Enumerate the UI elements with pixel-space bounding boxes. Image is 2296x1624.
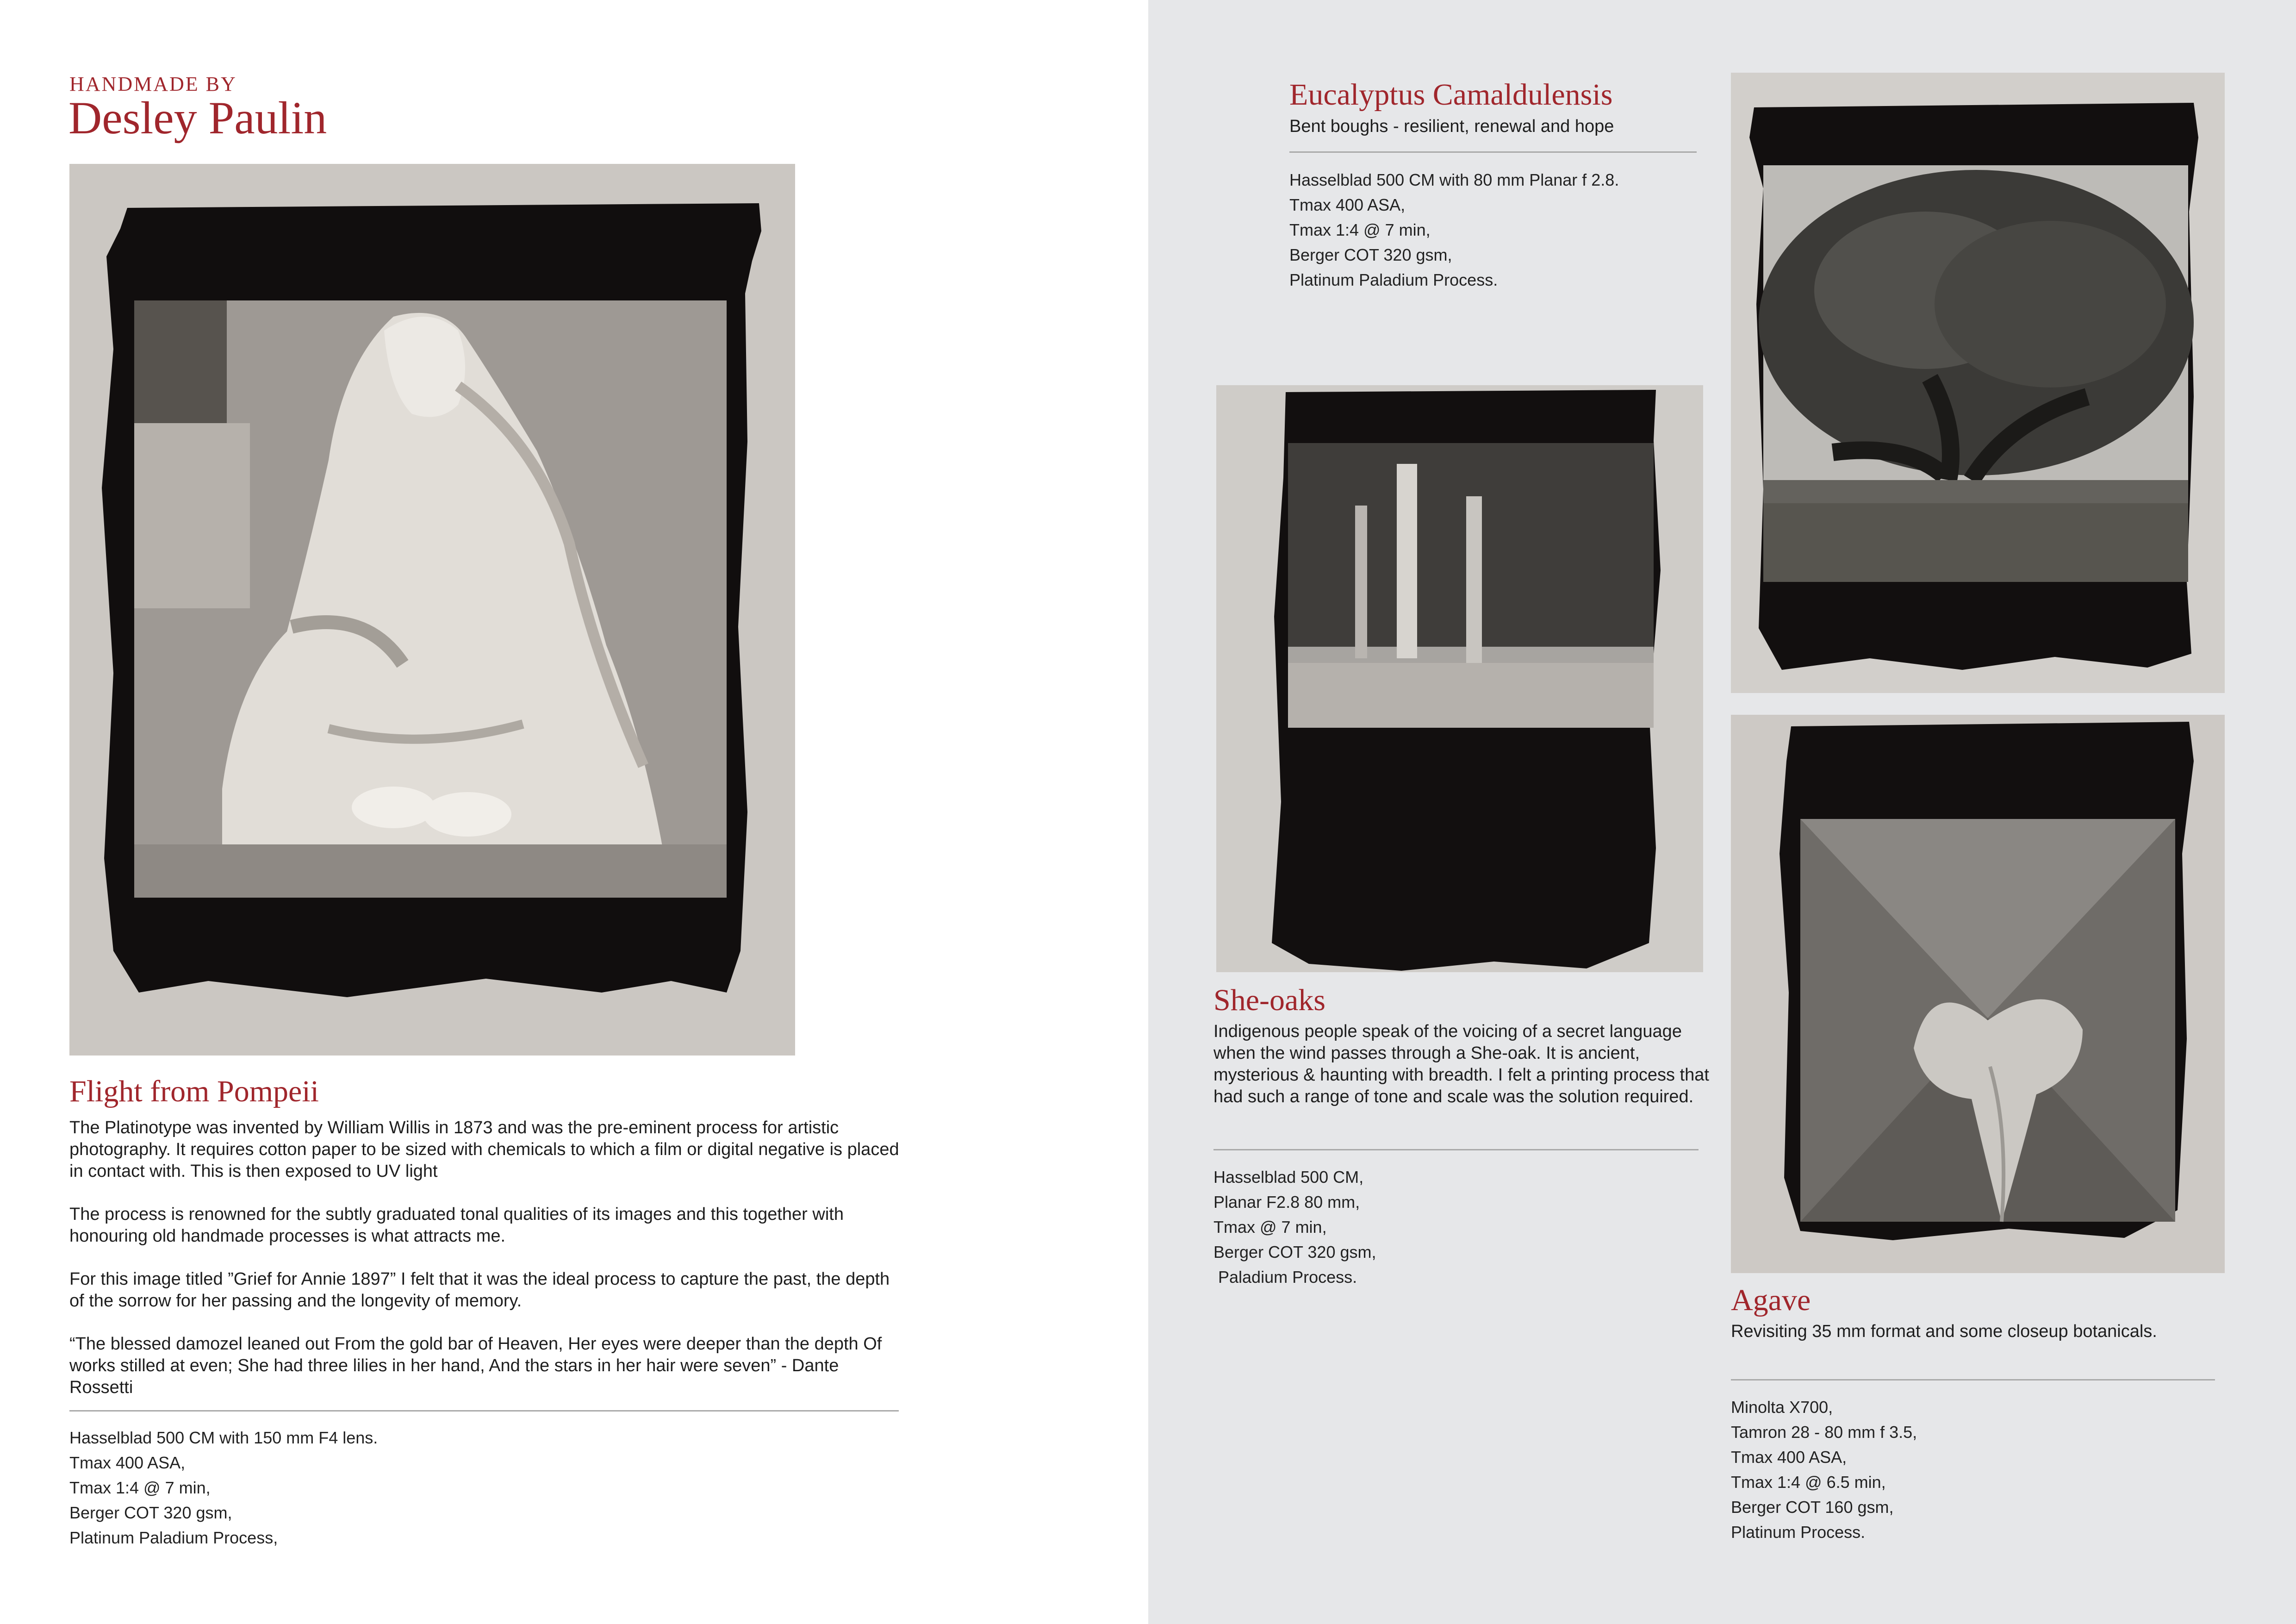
- spec-line: Berger COT 320 gsm,: [1289, 245, 1452, 264]
- spec-line: Tmax 400 ASA,: [1289, 195, 1406, 214]
- she-oaks-divider: [1213, 1149, 1699, 1150]
- agave-description: Revisiting 35 mm format and some closeup botanicals.: [1731, 1322, 2157, 1341]
- spec-line: Platinum Paladium Process,: [69, 1528, 278, 1547]
- pompeii-paragraph: For this image titled ”Grief for Annie 1897” I felt that it was the ideal process to capture the past, the depth of the sorrow for her passing and the longevity of memory.: [69, 1269, 890, 1311]
- spec-line: Berger COT 320 gsm,: [1213, 1243, 1376, 1262]
- pompeii-divider: [69, 1410, 899, 1412]
- spec-line: Hasselblad 500 CM,: [1213, 1168, 1364, 1187]
- spec-line: Tmax @ 7 min,: [1213, 1218, 1327, 1237]
- spec-line: Tmax 1:4 @ 6.5 min,: [1731, 1473, 1886, 1492]
- spec-line: Tmax 400 ASA,: [1731, 1448, 1847, 1467]
- spec-line: Tmax 1:4 @ 7 min,: [1289, 220, 1431, 239]
- eucalyptus-divider: [1289, 151, 1697, 153]
- spec-line: Platinum Process.: [1731, 1523, 1866, 1542]
- spec-line: Tamron 28 - 80 mm f 3.5,: [1731, 1423, 1917, 1442]
- agave-title: Agave: [1731, 1283, 1811, 1317]
- pompeii-paragraph: The process is renowned for the subtly graduated tonal qualities of its images and this together with honouring old handmade processes is what attracts me.: [69, 1205, 844, 1246]
- photo-flight-from-pompeii: [69, 164, 795, 1056]
- header-kicker: HANDMADE BY: [69, 73, 237, 95]
- pompeii-description: [69, 1117, 902, 1420]
- agave-specs: [1731, 1395, 1917, 1545]
- flight-from-pompeii-title: Flight from Pompeii: [69, 1074, 319, 1108]
- spec-line: Minolta X700,: [1731, 1398, 1833, 1417]
- pompeii-specs: [69, 1425, 378, 1550]
- spec-line: Platinum Paladium Process.: [1289, 270, 1498, 289]
- she-oaks-title: She-oaks: [1213, 983, 1325, 1017]
- photo-eucalyptus: [1731, 73, 2225, 693]
- spec-line: Berger COT 320 gsm,: [69, 1503, 232, 1522]
- spec-line: Tmax 1:4 @ 7 min,: [69, 1478, 211, 1497]
- pompeii-paragraph: The Platinotype was invented by William Willis in 1873 and was the pre-eminent process for artistic photography. It requires cotton paper to be sized with chemicals to which a film or digital negative is placed in contact with. This is then exposed to UV light: [69, 1118, 899, 1181]
- she-oaks-specs: [1213, 1165, 1376, 1290]
- spec-line: Planar F2.8 80 mm,: [1213, 1193, 1360, 1212]
- spec-line: Hasselblad 500 CM with 150 mm F4 lens.: [69, 1428, 378, 1447]
- agave-divider: [1731, 1379, 2215, 1380]
- photo-she-oaks: [1216, 385, 1703, 972]
- photo-agave: [1731, 715, 2225, 1273]
- eucalyptus-specs: [1289, 168, 1619, 293]
- eucalyptus-title: Eucalyptus Camaldulensis: [1289, 78, 1613, 112]
- artist-name: Desley Paulin: [68, 92, 327, 144]
- pompeii-paragraph: “The blessed damozel leaned out From the gold bar of Heaven, Her eyes were deeper than the depth Of works stilled at even; She had three lilies in her hand, And the stars in her hair were seven” - Dante Rossetti: [69, 1334, 882, 1397]
- spec-line: Hasselblad 500 CM with 80 mm Planar f 2.8.: [1289, 170, 1619, 189]
- spec-line: Tmax 400 ASA,: [69, 1453, 186, 1472]
- eucalyptus-subtitle: Bent boughs - resilient, renewal and hope: [1289, 117, 1614, 136]
- she-oaks-description: Indigenous people speak of the voicing of a secret language when the wind passes through a She-oak. It is ancient, mysterious & haunting with breadth. I felt a printing process that had such a range of tone and scale was the solution required.: [1213, 1022, 1709, 1106]
- spec-line: Paladium Process.: [1213, 1268, 1357, 1287]
- spec-line: Berger COT 160 gsm,: [1731, 1498, 1894, 1517]
